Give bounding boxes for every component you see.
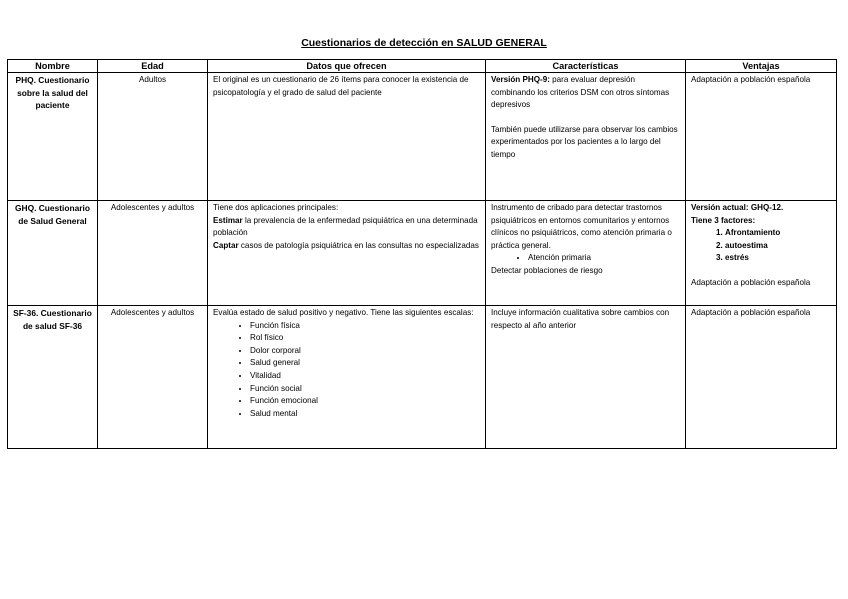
- caracteristicas-desc: para evaluar depresión combinando los criterios DSM con otros síntomas depresivos: [491, 75, 670, 110]
- row-ventajas: [686, 201, 837, 306]
- datos-item: [213, 240, 480, 253]
- caracteristicas-text: Instrumento de cribado para detectar trastornos psiquiátricos en entornos comunitarios y entornos clínicos no psiquiátricos, como atención primaria o práctica general.: [491, 203, 672, 250]
- table-row: [8, 201, 837, 306]
- header-caracteristicas: Características: [486, 60, 686, 73]
- list-item: • Función emocional: [250, 395, 480, 408]
- caracteristicas-text: Incluye información cualitativa sobre cambios con respecto al año anterior: [491, 308, 670, 330]
- list-item: • Salud general: [250, 357, 480, 370]
- caracteristicas-extra: Detectar poblaciones de riesgo: [491, 265, 603, 275]
- caracteristicas-extra: También puede utilizarse para observar los cambios experimentados por los pacientes a lo largo del tiempo: [491, 124, 678, 159]
- header-edad: Edad: [98, 60, 208, 73]
- row-caracteristicas: [486, 201, 686, 306]
- row-ventajas: [686, 73, 837, 201]
- list-item: • Atención primaria: [528, 252, 680, 265]
- list-item: • Función física: [250, 320, 480, 333]
- datos-intro: Evalúa estado de salud positivo y negativo. Tiene las siguientes escalas:: [213, 308, 474, 317]
- list-item: • Vitalidad: [250, 370, 480, 383]
- row-age: Adultos: [98, 73, 208, 201]
- datos-item: [213, 215, 480, 240]
- list-item: • Salud mental: [250, 408, 480, 421]
- ventajas-text: Adaptación a población española: [691, 308, 811, 317]
- header-ventajas: Ventajas: [686, 60, 837, 73]
- header-nombre: Nombre: [8, 60, 98, 73]
- ventajas-version: Versión actual: GHQ-12.: [691, 203, 784, 212]
- ventajas-text: Adaptación a población española: [691, 277, 811, 287]
- document-title: Cuestionarios de detección en SALUD GENERAL: [301, 37, 547, 49]
- row-name: PHQ. Cuestionario sobre la salud del paciente: [8, 73, 98, 201]
- table-header-row: [8, 60, 837, 73]
- list-item: • Dolor corporal: [250, 345, 480, 358]
- list-item: • Rol físico: [250, 332, 480, 345]
- row-caracteristicas: [486, 306, 686, 449]
- version-label: Versión PHQ-9:: [491, 75, 550, 84]
- datos-item-lead: Captar: [213, 240, 239, 250]
- table-row: [8, 73, 837, 201]
- row-caracteristicas: [486, 73, 686, 201]
- datos-item-text: la prevalencia de la enfermedad psiquiátrica en una determinada población: [213, 215, 478, 238]
- datos-item-lead: Estimar: [213, 215, 243, 225]
- row-datos: [208, 306, 486, 449]
- row-age: Adolescentes y adultos: [98, 201, 208, 306]
- datos-intro: Tiene dos aplicaciones principales:: [213, 203, 339, 212]
- list-item: 3. estrés: [725, 252, 831, 265]
- row-ventajas: [686, 306, 837, 449]
- factors-list: [691, 227, 831, 265]
- row-datos: [208, 73, 486, 201]
- row-name: SF-36. Cuestionario de salud SF-36: [8, 306, 98, 449]
- list-item: 1. Afrontamiento: [725, 227, 831, 240]
- ventajas-text: Adaptación a población española: [691, 75, 811, 84]
- list-item: • Función social: [250, 383, 480, 396]
- questionnaire-table: [7, 59, 837, 449]
- header-datos: Datos que ofrecen: [208, 60, 486, 73]
- table-row: [8, 306, 837, 449]
- row-age: Adolescentes y adultos: [98, 306, 208, 449]
- scales-list: [213, 320, 480, 421]
- row-name: GHQ. Cuestionario de Salud General: [8, 201, 98, 306]
- row-datos: [208, 201, 486, 306]
- caracteristicas-text: [491, 74, 680, 112]
- datos-item-text: casos de patología psiquiátrica en las consultas no especializadas: [238, 240, 479, 250]
- caracteristicas-list: [491, 252, 680, 265]
- ventajas-factors-title: Tiene 3 factores:: [691, 215, 756, 225]
- list-item: 2. autoestima: [725, 240, 831, 253]
- datos-text: El original es un cuestionario de 26 ítems para conocer la existencia de psicopatología y el grado de salud del paciente: [213, 75, 469, 97]
